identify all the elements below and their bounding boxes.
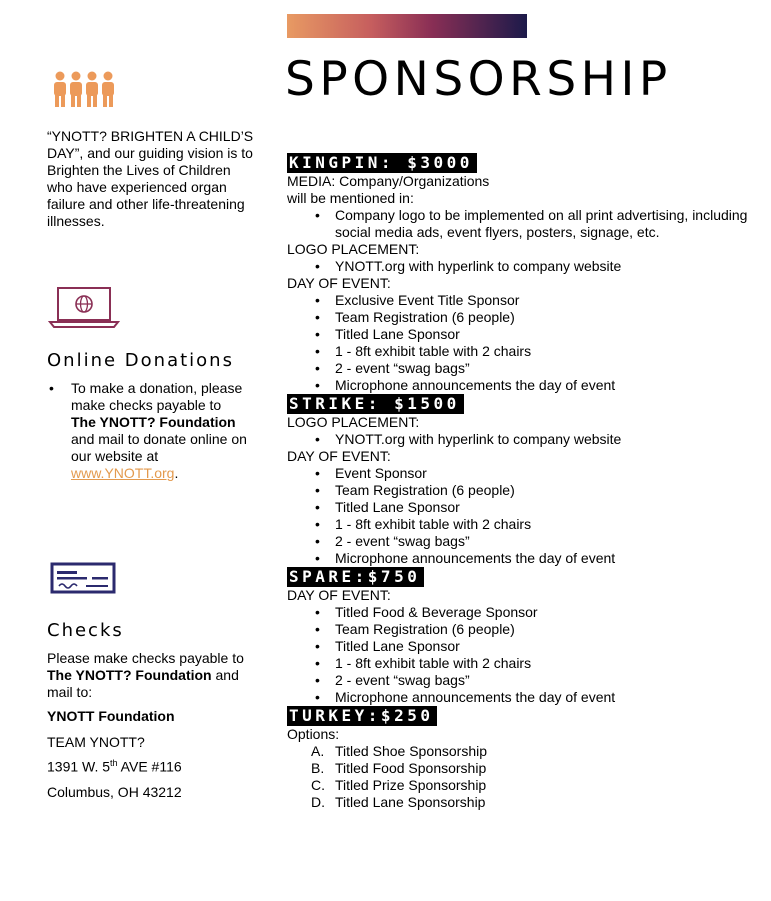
section-label-continued: will be mentioned in:: [287, 190, 414, 206]
online-donations-list: [47, 380, 247, 482]
mission-statement: “YNOTT? BRIGHTEN A CHILD’S DAY”, and our guiding vision is to Brighten the Lives of Children who have experienced organ failure and other life-threatening illnesses.: [47, 128, 254, 229]
list-marker: C.: [311, 777, 325, 793]
bank-check-icon: [50, 562, 116, 594]
list-item: [311, 604, 757, 621]
list-item-text: Titled Food & Beverage Sponsor: [335, 604, 538, 620]
section-label: LOGO PLACEMENT:: [287, 414, 420, 430]
list-item: [311, 621, 757, 638]
section-label: DAY OF EVENT:: [287, 275, 391, 291]
list-item-text: Titled Lane Sponsorship: [335, 794, 486, 810]
list-item: [311, 516, 757, 533]
list-marker: D.: [311, 794, 325, 810]
list-item-text: YNOTT.org with hyperlink to company website: [335, 431, 622, 447]
tier-heading: SPARE:$750: [287, 567, 424, 587]
checks-instructions: Please make checks payable to The YNOTT? Foundation and mail to:: [47, 650, 244, 700]
list-item-text: YNOTT.org with hyperlink to company website: [335, 258, 622, 274]
benefit-list: [287, 292, 757, 394]
tier-heading: KINGPIN: $3000: [287, 153, 477, 173]
list-marker: B.: [311, 760, 325, 776]
section-label: DAY OF EVENT:: [287, 448, 391, 464]
benefit-list: [287, 743, 757, 811]
list-item: • To make a donation, please make checks payable to The YNOTT? Foundation and mail to donate online on our website at www.YNOTT.org.: [47, 380, 247, 482]
list-item: [311, 760, 757, 777]
list-item-text: Microphone announcements the day of event: [335, 689, 616, 705]
address-org: YNOTT Foundation: [47, 708, 175, 724]
list-item: [311, 343, 757, 360]
online-donations-heading: Online Donations: [47, 350, 234, 371]
list-item-text: Team Registration (6 people): [335, 482, 515, 498]
checks-heading: Checks: [47, 620, 124, 641]
list-item: [311, 326, 757, 343]
list-item-text: Team Registration (6 people): [335, 621, 515, 637]
list-item: [311, 431, 757, 448]
benefit-list: [287, 465, 757, 567]
list-item-text: 2 - event “swag bags”: [335, 360, 470, 376]
tier-heading: TURKEY:$250: [287, 706, 437, 726]
list-item: [311, 207, 757, 241]
list-item-text: Exclusive Event Title Sponsor: [335, 292, 520, 308]
list-item: [311, 794, 757, 811]
section-label: DAY OF EVENT:: [287, 587, 391, 603]
tier-heading: STRIKE: $1500: [287, 394, 464, 414]
list-item-text: 2 - event “swag bags”: [335, 672, 470, 688]
list-item-text: Titled Prize Sponsorship: [335, 777, 487, 793]
people-group-icon: [52, 71, 116, 109]
page-title: SPONSORSHIP: [285, 52, 672, 107]
list-item-text: 1 - 8ft exhibit table with 2 chairs: [335, 516, 532, 532]
list-item-text: Titled Lane Sponsor: [335, 638, 460, 654]
list-item: [311, 360, 757, 377]
list-item: [311, 292, 757, 309]
list-item-text: 1 - 8ft exhibit table with 2 chairs: [335, 343, 532, 359]
list-item: [311, 689, 757, 706]
header-gradient-bar: [287, 14, 527, 38]
tier-block: [287, 567, 757, 706]
benefit-list: [287, 431, 757, 448]
list-item-text: Team Registration (6 people): [335, 309, 515, 325]
list-item-text: Titled Lane Sponsor: [335, 499, 460, 515]
benefit-list: [287, 604, 757, 706]
address-street: 1391 W. 5th AVE #116: [47, 758, 182, 775]
list-item: [311, 638, 757, 655]
list-item: [311, 533, 757, 550]
section-label: Options:: [287, 726, 340, 742]
sponsorship-tiers: [287, 153, 757, 811]
list-item: [311, 482, 757, 499]
list-item: [311, 258, 757, 275]
list-item-text: Company logo to be implemented on all print advertising, including social media ads, event flyers, posters, signage, etc.: [335, 207, 748, 240]
list-item: [311, 777, 757, 794]
tier-block: [287, 394, 757, 567]
tier-block: [287, 706, 757, 811]
list-marker: A.: [311, 743, 325, 759]
section-label: LOGO PLACEMENT:: [287, 241, 420, 257]
list-item: [311, 743, 757, 760]
tier-block: [287, 153, 757, 394]
list-item-text: 2 - event “swag bags”: [335, 533, 470, 549]
address-team: TEAM YNOTT?: [47, 734, 145, 750]
list-item: [311, 499, 757, 516]
list-item: [311, 465, 757, 482]
list-item-text: Titled Lane Sponsor: [335, 326, 460, 342]
section-label: MEDIA: Company/Organizations: [287, 173, 490, 189]
address-city: Columbus, OH 43212: [47, 784, 182, 800]
list-item: [311, 550, 757, 567]
list-item: [311, 377, 757, 394]
benefit-list: [287, 258, 757, 275]
laptop-globe-icon: [48, 284, 120, 330]
list-item-text: Event Sponsor: [335, 465, 427, 481]
list-item-text: Titled Shoe Sponsorship: [335, 743, 488, 759]
list-item-text: Microphone announcements the day of event: [335, 377, 616, 393]
website-link[interactable]: www.YNOTT.org: [71, 465, 175, 481]
list-item-text: 1 - 8ft exhibit table with 2 chairs: [335, 655, 532, 671]
list-item-text: Titled Food Sponsorship: [335, 760, 487, 776]
list-item-text: Microphone announcements the day of event: [335, 550, 616, 566]
list-item: [311, 655, 757, 672]
benefit-list: [287, 207, 757, 241]
list-item: [311, 309, 757, 326]
list-item: [311, 672, 757, 689]
